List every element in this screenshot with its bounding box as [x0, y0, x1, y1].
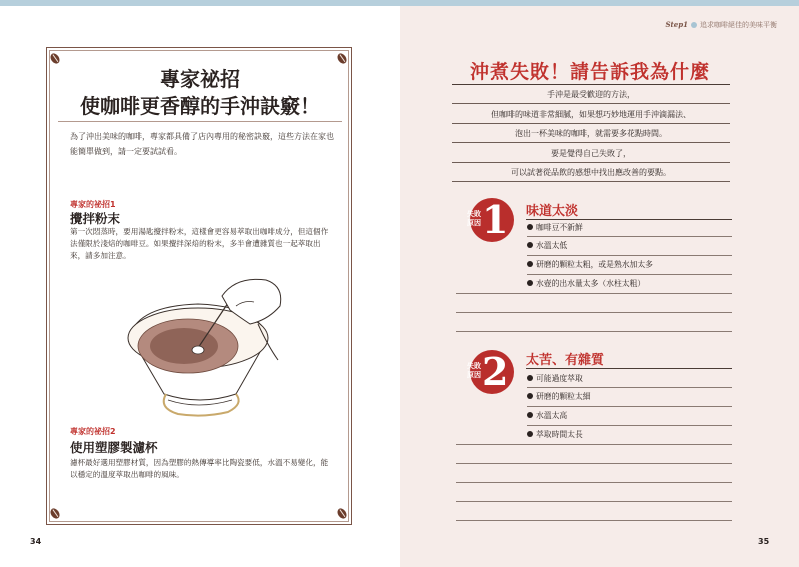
- ruled-line: [527, 425, 732, 426]
- cause-2-item: 可能過度萃取: [527, 373, 583, 385]
- bullet-icon: [527, 224, 533, 230]
- bullet-icon: [527, 431, 533, 437]
- cause-number: 1: [482, 197, 509, 242]
- intro-line: 要是覺得自己失敗了，: [452, 145, 730, 163]
- intro-line: 泡出一杯美味的咖啡，就需要多花點時間。: [452, 125, 730, 143]
- ruled-line: [456, 482, 732, 483]
- bullet-icon: [527, 375, 533, 381]
- ruled-line: [527, 236, 732, 237]
- left-page-intro: 為了沖出美味的咖啡，專家都具備了店內專用的秘密訣竅，這些方法在家也能簡單做到，請一定要試試看。: [70, 132, 334, 156]
- cause-number: 2: [482, 349, 509, 394]
- cause-tag: 失敗原因: [467, 362, 481, 379]
- intro-line: 手沖是最受歡迎的方法，: [452, 86, 730, 104]
- ruled-line: [527, 406, 732, 407]
- title-line-1: 專家祕招: [160, 67, 240, 91]
- tip-2-label: 專家的祕招2: [70, 427, 116, 436]
- step-label: Step1: [665, 20, 688, 29]
- tip-2-body: 濾杯最好選用塑膠材質，因為塑膠的熱傳導率比陶瓷要低，水溫不易變化，能以穩定的溫度萃取出咖啡的風味。: [70, 458, 329, 479]
- cause-2-title-rule: [526, 368, 732, 369]
- cause-1-item: 水壺的出水量太多（水柱太粗）: [527, 278, 645, 290]
- step-header: [665, 20, 777, 30]
- cause-1-title: 味道太淡: [526, 204, 579, 219]
- right-title-divider: [452, 84, 730, 85]
- intro-line: 但咖啡的味道非常細膩，如果想巧妙地運用手沖滴漏法、: [452, 106, 730, 124]
- title-line-2: 使咖啡更香醇的手沖訣竅！: [80, 94, 320, 118]
- ruled-line: [527, 387, 732, 388]
- pour-over-stirring-illustration: [118, 276, 288, 421]
- page-number-left: 34: [30, 537, 42, 546]
- bullet-icon: [527, 393, 533, 399]
- right-page-title: 沖煮失敗！請告訴我為什麼: [469, 61, 710, 83]
- intro-line: 可以試著從品飲的感想中找出應改善的要點。: [452, 164, 730, 182]
- ruled-line: [456, 520, 732, 521]
- ruled-line: [456, 444, 732, 445]
- title-divider: [58, 121, 342, 122]
- page-number-right: 35: [758, 537, 770, 546]
- cause-2-item: 水溫太高: [527, 410, 567, 422]
- tip-1-heading: 攪拌粉末: [70, 211, 121, 226]
- cause-tag: 失敗原因: [467, 210, 481, 227]
- cause-2-badge: [462, 348, 522, 398]
- cause-2-title: 太苦、有雜質: [526, 353, 605, 368]
- ruled-line: [527, 274, 732, 275]
- ruled-line: [456, 331, 732, 332]
- cause-2-item: 研磨的顆粒太細: [527, 391, 591, 403]
- ruled-line: [456, 312, 732, 313]
- left-page-title: [60, 66, 340, 120]
- bullet-icon: [527, 280, 533, 286]
- cause-2-item: 萃取時間太長: [527, 429, 583, 441]
- dot-icon: [691, 22, 697, 28]
- cause-1-item: 水溫太低: [527, 240, 567, 252]
- step-text: 追求咖啡絕佳的美味平衡: [700, 21, 777, 29]
- tip-1-body: 第一次悶蒸時，要用湯匙攪拌粉末，這樣會更容易萃取出咖啡成分，但這個作法僅限於淺焙的咖啡豆。如果攪拌深焙的粉末，多半會遭雜質也一起萃取出來，請多加注意。: [70, 227, 329, 260]
- ruled-line: [456, 463, 732, 464]
- bullet-icon: [527, 412, 533, 418]
- bullet-icon: [527, 261, 533, 267]
- tip-2-heading: 使用塑膠製濾杯: [70, 440, 158, 455]
- cause-1-title-rule: [526, 219, 732, 220]
- cause-1-item: 研磨的顆粒太粗，或是熟水加太多: [527, 259, 653, 271]
- ruled-line: [456, 293, 732, 294]
- ruled-line: [456, 501, 732, 502]
- cause-1-badge: [462, 196, 522, 246]
- bullet-icon: [527, 242, 533, 248]
- tip-1-label: 專家的祕招1: [70, 200, 116, 209]
- cause-1-item: 咖啡豆不新鮮: [527, 222, 583, 234]
- ruled-line: [527, 255, 732, 256]
